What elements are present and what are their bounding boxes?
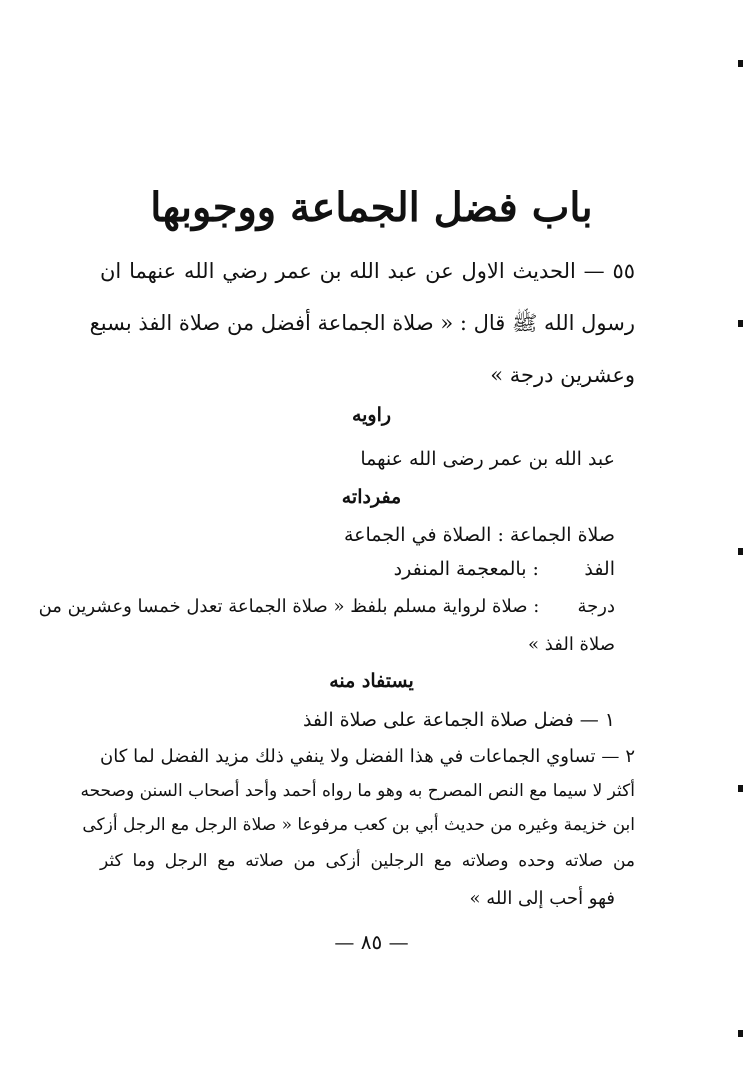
narrator-text: عبد الله بن عمر رضى الله عنهما	[360, 448, 615, 470]
vocabulary-line-3	[39, 592, 615, 622]
vocabulary-line-1: صلاة الجماعة : الصلاة في الجماعة	[343, 524, 615, 546]
lesson-item-2-line-3: ابن خزيمة وغيره من حديث أبي بن كعب مرفوعا « صلاة الرجل مع الرجل أزكى	[82, 815, 635, 835]
lessons-heading: يستفاد منه	[329, 670, 414, 692]
edge-mark	[738, 320, 743, 327]
vocabulary-line-4: صلاة الفذ »	[528, 634, 615, 655]
edge-mark	[738, 785, 743, 792]
lesson-item-2-line-2: أكثر لا سيما مع النص المصرح به وهو ما رواه أحمد وأحد أصحاب السنن وصححه	[80, 781, 635, 801]
vocabulary-line-2	[394, 554, 615, 584]
vocabulary-definition: : صلاة لرواية مسلم بلفظ « صلاة الجماعة تعدل خمسا وعشرين من	[38, 596, 540, 617]
edge-mark	[738, 1030, 743, 1037]
page-number: — ٨٥ —	[334, 930, 409, 954]
lesson-item-2-line-4: من صلاته وحده وصلاته مع الرجلين أزكى من صلاته مع الرجل وما كثر	[100, 851, 635, 871]
edge-mark	[738, 60, 743, 67]
hadith-line-1: ٥٥ — الحديث الاول عن عبد الله بن عمر رضي الله عنهما ان	[100, 259, 635, 283]
lesson-item-2-line-5: فهو أحب إلى الله »	[469, 888, 615, 909]
lesson-item-1: ١ — فضل صلاة الجماعة على صلاة الفذ	[302, 709, 615, 731]
hadith-line-2: رسول الله ﷺ قال : « صلاة الجماعة أفضل من صلاة الفذ بسبع	[89, 311, 635, 335]
chapter-title: باب فضل الجماعة ووجوبها	[150, 184, 593, 231]
narrator-heading: راويه	[351, 404, 392, 426]
vocabulary-term: درجة	[577, 596, 615, 617]
hadith-line-3: وعشرين درجة »	[490, 363, 635, 387]
edge-mark	[738, 548, 743, 555]
lesson-item-2-line-1: ٢ — تساوي الجماعات في هذا الفضل ولا ينفي ذلك مزيد الفضل لما كان	[100, 746, 635, 767]
vocabulary-definition: : بالمعجمة المنفرد	[393, 558, 539, 580]
vocabulary-heading: مفرداته	[341, 486, 402, 508]
vocabulary-term: الفذ	[584, 558, 615, 580]
